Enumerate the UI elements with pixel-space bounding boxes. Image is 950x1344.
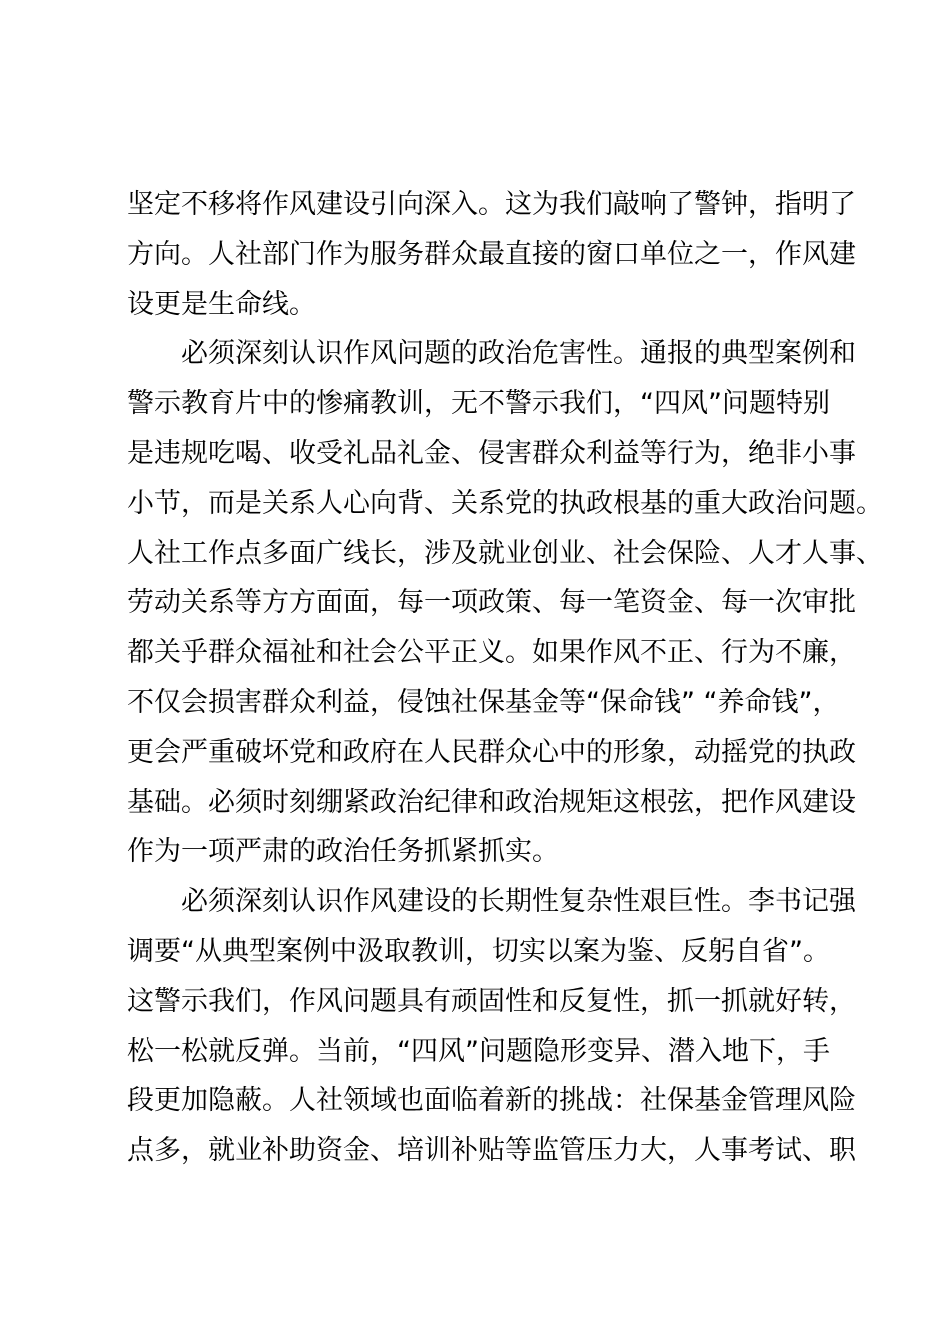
paragraph-2-line-4: 小节，而是关系人心向背、关系党的执政根基的重大政治问题。	[127, 487, 883, 519]
paragraph-3-line-2: 调要“从典型案例中汲取教训，切实以案为鉴、反躬自省”。	[127, 935, 830, 967]
paragraph-3-line-6: 点多，就业补助资金、培训补贴等监管压力大，人事考试、职	[127, 1135, 856, 1167]
paragraph-2-line-11: 作为一项严肃的政治任务抓紧抓实。	[127, 836, 559, 868]
paragraph-1-line-3: 设更是生命线。	[127, 288, 316, 320]
paragraph-3-line-4: 松一松就反弹。当前，“四风”问题隐形变异、潜入地下，手	[127, 1035, 830, 1067]
paragraph-2-line-3: 是违规吃喝、收受礼品礼金、侵害群众利益等行为，绝非小事	[127, 437, 856, 469]
paragraph-1-line-2: 方向。人社部门作为服务群众最直接的窗口单位之一，作风建	[127, 238, 856, 270]
paragraph-2-line-1: 必须深刻认识作风问题的政治危害性。通报的典型案例和	[181, 338, 856, 370]
paragraph-2-line-5: 人社工作点多面广线长，涉及就业创业、社会保险、人才人事、	[127, 537, 883, 569]
paragraph-3-line-5: 段更加隐蔽。人社领域也面临着新的挑战：社保基金管理风险	[127, 1085, 856, 1117]
paragraph-3-line-1: 必须深刻认识作风建设的长期性复杂性艰巨性。李书记强	[181, 886, 856, 918]
paragraph-2-line-8: 不仅会损害群众利益，侵蚀社保基金等“保命钱” “养命钱”，	[127, 686, 840, 718]
paragraph-2-line-10: 基础。必须时刻绷紧政治纪律和政治规矩这根弦，把作风建设	[127, 786, 856, 818]
paragraph-1-line-1: 坚定不移将作风建设引向深入。这为我们敲响了警钟，指明了	[127, 189, 856, 220]
document-body	[127, 180, 883, 1176]
paragraph-3-line-3: 这警示我们，作风问题具有顽固性和反复性，抓一抓就好转，	[127, 985, 856, 1017]
paragraph-2-line-7: 都关乎群众福祉和社会公平正义。如果作风不正、行为不廉，	[127, 637, 856, 669]
paragraph-2-line-2: 警示教育片中的惨痛教训，无不警示我们，“四风”问题特别	[127, 388, 830, 420]
paragraph-2-line-9: 更会严重破坏党和政府在人民群众心中的形象，动摇党的执政	[127, 736, 856, 768]
paragraph-2-line-6: 劳动关系等方方面面，每一项政策、每一笔资金、每一次审批	[127, 587, 856, 619]
